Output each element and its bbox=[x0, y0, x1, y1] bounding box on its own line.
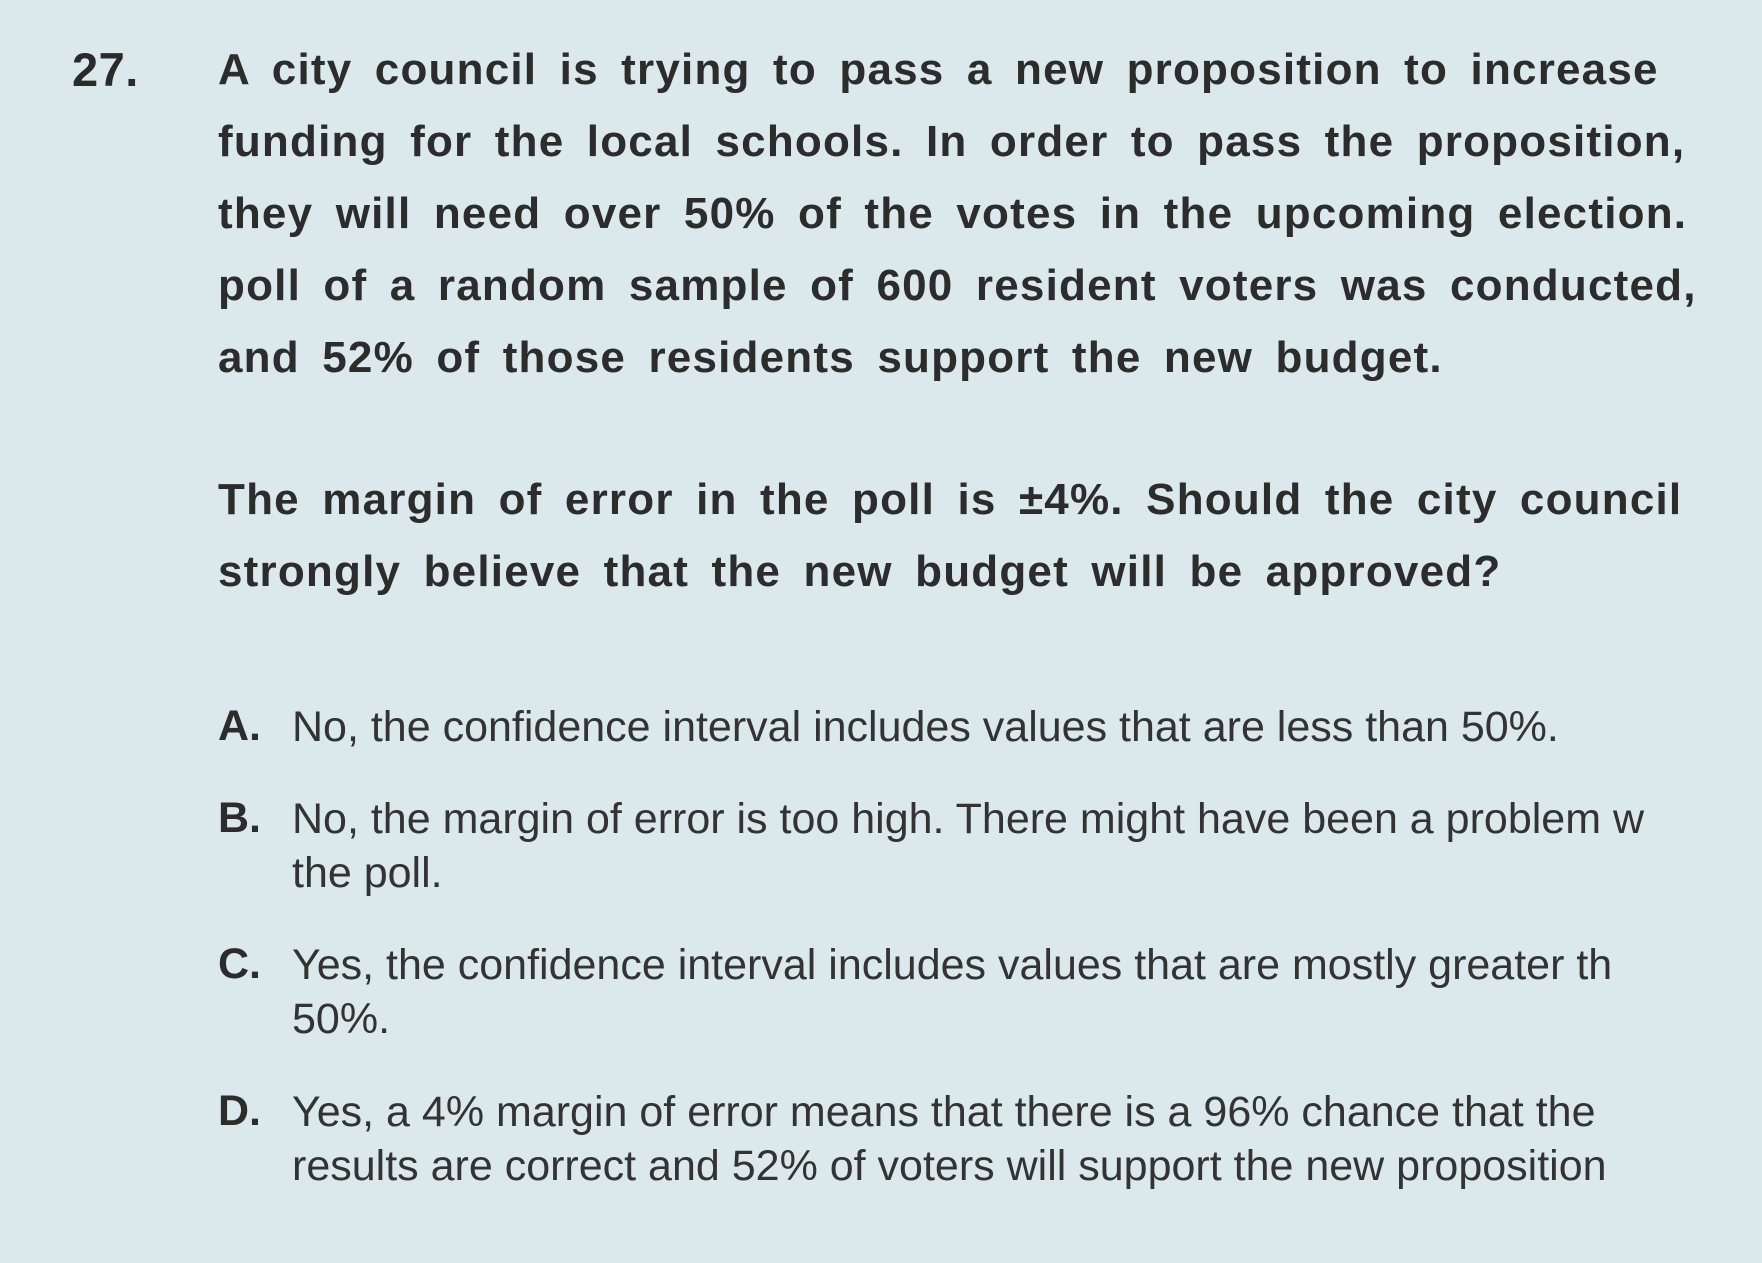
choice-text bbox=[292, 700, 1559, 754]
prompt-line: The margin of error in the poll is ±4%. Should the city council bbox=[218, 475, 1683, 524]
stem-line: funding for the local schools. In order to pass the proposition, bbox=[218, 117, 1686, 166]
question-prompt bbox=[218, 472, 1682, 616]
choice-text bbox=[292, 1085, 1607, 1193]
stem-line: A city council is trying to pass a new proposition to increase bbox=[218, 45, 1659, 94]
stem-line: and 52% of those residents support the new budget. bbox=[218, 333, 1443, 382]
choice-text-line: Yes, the confidence interval includes values that are mostly greater th bbox=[292, 941, 1613, 989]
choice-text-line: Yes, a 4% margin of error means that there is a 96% chance that the bbox=[292, 1088, 1596, 1136]
choice-text bbox=[292, 938, 1612, 1046]
choice-letter: A. bbox=[218, 702, 261, 750]
choice-text-line: 50%. bbox=[292, 995, 391, 1043]
choice-text-line: the poll. bbox=[292, 849, 443, 897]
choice-text bbox=[292, 792, 1644, 900]
stem-line: they will need over 50% of the votes in the upcoming election. bbox=[218, 189, 1688, 238]
choice-text-line: No, the confidence interval includes values that are less than 50%. bbox=[292, 703, 1559, 751]
choice-letter: D. bbox=[218, 1087, 261, 1135]
prompt-line: strongly believe that the new budget will be approved? bbox=[218, 547, 1502, 596]
choice-text-line: No, the margin of error is too high. There might have been a problem w bbox=[292, 795, 1645, 843]
choice-letter: C. bbox=[218, 940, 261, 988]
choice-letter: B. bbox=[218, 794, 261, 842]
question-number: 27. bbox=[72, 43, 139, 96]
stem-line: poll of a random sample of 600 resident voters was conducted, bbox=[218, 261, 1697, 310]
choice-text-line: results are correct and 52% of voters will support the new proposition bbox=[292, 1142, 1607, 1190]
question-stem bbox=[218, 42, 1758, 402]
